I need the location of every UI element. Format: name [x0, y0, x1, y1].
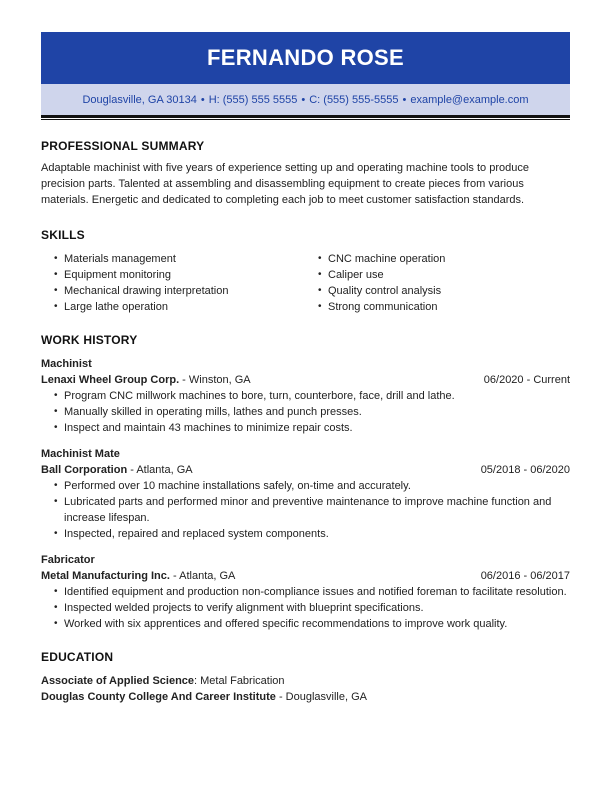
contact-cell-phone: C: (555) 555-5555	[309, 93, 399, 106]
summary-line: materials. Energetic and dedicated to completing each job to meet customer satisfaction standards.	[41, 194, 525, 206]
skill-item: • Materials management	[41, 251, 305, 267]
contact-separator: •	[301, 93, 306, 106]
name-band	[41, 32, 570, 84]
skill-item: • Mechanical drawing interpretation	[41, 283, 305, 299]
education-degree-line	[41, 673, 570, 689]
job-bullets	[41, 584, 570, 632]
education-field: : Metal Fabrication	[194, 675, 285, 687]
contact-email: example@example.com	[410, 93, 529, 106]
skills-columns	[41, 251, 570, 315]
job-employer-line	[41, 372, 570, 388]
job-bullet: • Performed over 10 machine installations safely, on-time and accurately.	[41, 478, 570, 494]
summary-heading: PROFESSIONAL SUMMARY	[41, 139, 205, 153]
job-bullet: • Worked with six apprentices and offered specific recommendations to improve work quality.	[41, 616, 570, 632]
job-bullet: • Inspected, repaired and replaced system components.	[41, 526, 570, 542]
work-history-section	[41, 333, 570, 632]
job-location: - Atlanta, GA	[169, 570, 236, 582]
education-school-line	[41, 689, 570, 705]
job-location: - Winston, GA	[179, 374, 251, 386]
job-location: - Atlanta, GA	[127, 464, 193, 476]
job-title: Machinist Mate	[41, 448, 120, 460]
education-heading: EDUCATION	[41, 650, 114, 664]
job-company: Ball Corporation	[41, 464, 128, 476]
header-rule-thin	[41, 119, 570, 120]
skill-item: • Quality control analysis	[305, 283, 569, 299]
contact-home-phone: H: (555) 555 5555	[208, 93, 298, 106]
header-rule-thick	[41, 115, 570, 118]
job-bullet: • Identified equipment and production non-compliance issues and notified foreman to facilitate resolution.	[41, 584, 570, 600]
job-title: Fabricator	[41, 554, 95, 566]
job-bullet: • Lubricated parts and performed minor and preventive maintenance to improve machine function and increase lifespan.	[41, 494, 570, 526]
job-bullets	[41, 388, 570, 436]
education-section	[41, 650, 570, 705]
job-bullet: • Inspected welded projects to verify alignment with blueprint specifications.	[41, 600, 570, 616]
summary-section	[41, 139, 570, 208]
education-degree: Associate of Applied Science	[41, 675, 195, 687]
candidate-name: FERNANDO ROSE	[206, 45, 405, 70]
job-title: Machinist	[41, 358, 92, 370]
education-location: - Douglasville, GA	[275, 691, 367, 703]
job-dates: 06/2016 - 06/2017	[480, 570, 570, 582]
contact-separator: •	[200, 93, 205, 106]
skill-item: • CNC machine operation	[305, 251, 569, 267]
skills-left-column	[41, 251, 305, 315]
skills-right-column	[305, 251, 569, 315]
job-company: Metal Manufacturing Inc.	[41, 570, 170, 582]
contact-city: Douglasville, GA 30134	[82, 93, 197, 106]
job-entry	[41, 552, 570, 632]
contact-separator: •	[402, 93, 407, 106]
work-history-heading: WORK HISTORY	[41, 333, 138, 347]
job-entry	[41, 356, 570, 436]
education-school: Douglas County College And Career Institute	[41, 691, 276, 703]
skill-item: • Large lathe operation	[41, 299, 305, 315]
skills-section	[41, 228, 570, 315]
summary-line: precision parts. Talented at assembling and disassembling equipment to create pieces from various	[41, 178, 524, 190]
job-company: Lenaxi Wheel Group Corp.	[41, 374, 180, 386]
job-bullets	[41, 478, 570, 542]
contact-band	[41, 84, 570, 115]
job-bullet: • Manually skilled in operating mills, lathes and punch presses.	[41, 404, 570, 420]
skill-item: • Equipment monitoring	[41, 267, 305, 283]
job-bullet: • Inspect and maintain 43 machines to minimize repair costs.	[41, 420, 570, 436]
skills-heading: SKILLS	[41, 228, 85, 242]
resume-header	[41, 32, 570, 120]
skill-item: • Caliper use	[305, 267, 569, 283]
job-dates: 05/2018 - 06/2020	[480, 464, 570, 476]
skill-item: • Strong communication	[305, 299, 569, 315]
summary-line: Adaptable machinist with five years of experience setting up and operating machine tools to produce	[41, 162, 529, 174]
job-employer-line	[41, 568, 570, 584]
job-entry	[41, 446, 570, 542]
job-bullet: • Program CNC millwork machines to bore, turn, counterbore, face, drill and lathe.	[41, 388, 570, 404]
job-employer-line	[41, 462, 570, 478]
job-dates: 06/2020 - Current	[483, 374, 570, 386]
